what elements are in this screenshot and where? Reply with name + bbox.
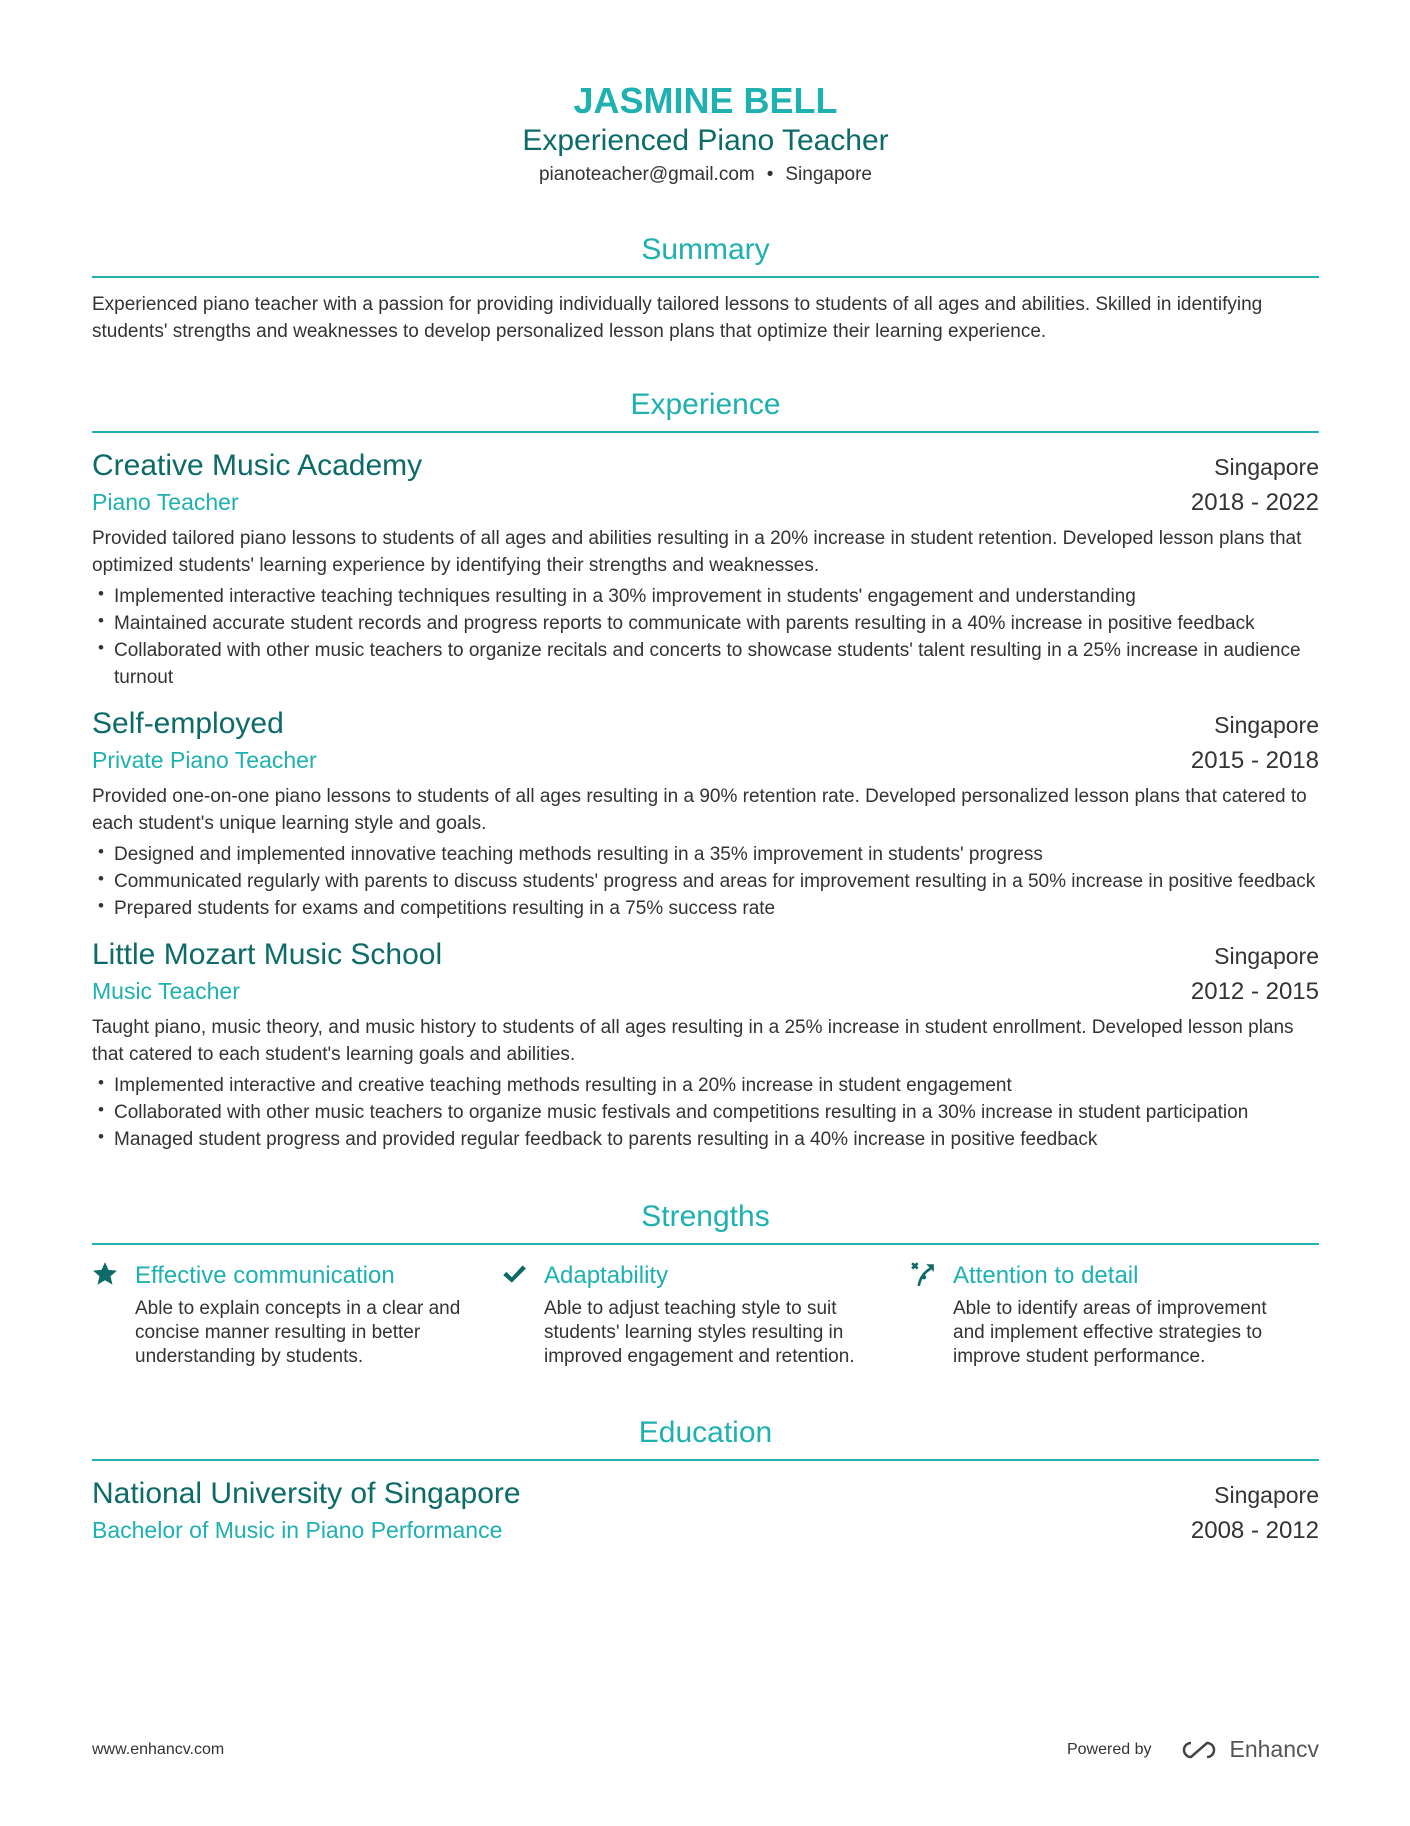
star-icon [92,1261,135,1369]
education-dates: 2008 - 2012 [1190,1517,1319,1544]
bullet-item: • Maintained accurate student records and progress reports to communicate with parents resulting in a 40% increase in positive feedback [92,610,1319,637]
degree: Bachelor of Music in Piano Performance [92,1517,503,1543]
section-heading: Strengths [92,1197,1319,1245]
job-role: Music Teacher [92,978,240,1004]
candidate-title: Experienced Piano Teacher [522,124,889,157]
bullet-item: • Managed student progress and provided regular feedback to parents resulting in a 40% increase in positive feedback [92,1126,1319,1153]
strength-item [92,1261,501,1369]
bullet-item: • Collaborated with other music teachers to organize recitals and concerts to showcase students' talent resulting in a 25% increase in audience turnout [92,637,1319,691]
strength-text: Able to adjust teaching style to suit students' learning styles resulting in improved engagement and retention. [544,1298,855,1367]
job-bullets [92,841,1319,922]
job-dates: 2012 - 2015 [1190,978,1319,1005]
job-role: Piano Teacher [92,489,239,515]
summary-section [92,230,1319,345]
footer [92,1736,1319,1763]
job-bullets [92,583,1319,691]
enhancv-brand: Enhancv [1229,1736,1319,1762]
strengths-section [92,1197,1319,1369]
job-role: Private Piano Teacher [92,747,317,773]
school-name: National University of Singapore [92,1477,521,1510]
powered-by [1067,1736,1319,1763]
company-name: Self-employed [92,707,284,740]
bullet-item: • Implemented interactive teaching techniques resulting in a 30% improvement in students' engagement and understanding [92,583,1319,610]
bullet-item: • Prepared students for exams and competitions resulting in a 75% success rate [92,895,1319,922]
enhancv-logo-icon [1177,1739,1221,1761]
job-description: Taught piano, music theory, and music history to students of all ages resulting in a 25% increase in student enrollment. Developed lesson plans that catered to each student's learning goals and abilities. [92,1017,1294,1065]
bullet-item: • Implemented interactive and creative teaching methods resulting in a 20% increase in student engagement [92,1072,1319,1099]
bullet-item: • Designed and implemented innovative teaching methods resulting in a 35% improvement in students' progress [92,841,1319,868]
strength-item [501,1261,910,1369]
enhancv-logo[interactable] [1177,1736,1319,1763]
job-entry [92,705,1319,922]
bullet-item: • Communicated regularly with parents to discuss students' progress and areas for improvement resulting in a 50% increase in positive feedback [92,868,1319,895]
job-entry [92,447,1319,691]
email[interactable]: pianoteacher@gmail.com [538,164,755,185]
job-location: Singapore [1214,454,1319,480]
job-dates: 2015 - 2018 [1190,747,1319,774]
job-location: Singapore [1214,943,1319,969]
company-name: Little Mozart Music School [92,938,443,971]
location: Singapore [785,164,872,185]
section-heading: Experience [92,385,1319,433]
strength-item [910,1261,1319,1369]
strength-text: Able to identify areas of improvement and implement effective strategies to improve student performance. [953,1298,1267,1367]
education-entry [92,1475,1319,1547]
section-heading: Education [92,1413,1319,1461]
job-dates: 2018 - 2022 [1190,489,1319,516]
job-location: Singapore [1214,712,1319,738]
school-location: Singapore [1214,1482,1319,1508]
website-link[interactable]: www.enhancv.com [92,1740,225,1758]
strength-title: Effective communication [135,1262,395,1289]
job-description: Provided tailored piano lessons to students of all ages and abilities resulting in a 20% increase in student retention. Developed lesson plans that optimized students' learning experience by identifying their strengths and weaknesses. [92,528,1302,576]
education-section [92,1413,1319,1547]
separator: • [766,164,774,185]
check-icon [501,1261,544,1369]
resume-header [92,0,1319,188]
job-bullets [92,1072,1319,1153]
contact-line [92,162,1319,188]
powered-by-label: Powered by [1066,1740,1152,1758]
job-description: Provided one-on-one piano lessons to students of all ages resulting in a 90% retention rate. Developed personalized lesson plans that catered to each student's unique learning style and goals. [92,786,1307,834]
strength-text: Able to explain concepts in a clear and concise manner resulting in better understanding by students. [135,1298,461,1367]
strength-title: Attention to detail [953,1262,1139,1289]
bullet-item: • Collaborated with other music teachers to organize music festivals and competitions resulting in a 30% increase in student participation [92,1099,1319,1126]
job-entry [92,936,1319,1153]
section-heading: Summary [92,230,1319,278]
strategy-icon [910,1261,953,1369]
experience-section [92,385,1319,1153]
strength-title: Adaptability [544,1262,669,1289]
company-name: Creative Music Academy [92,449,423,482]
resume-page [92,0,1319,1547]
summary-text: Experienced piano teacher with a passion for providing individually tailored lessons to students of all ages and abilities. Skilled in identifying students' strengths and weaknesses to develop personalized lesson plans that optimize their learning experience. [92,294,1263,342]
candidate-name: JASMINE BELL [573,80,838,121]
